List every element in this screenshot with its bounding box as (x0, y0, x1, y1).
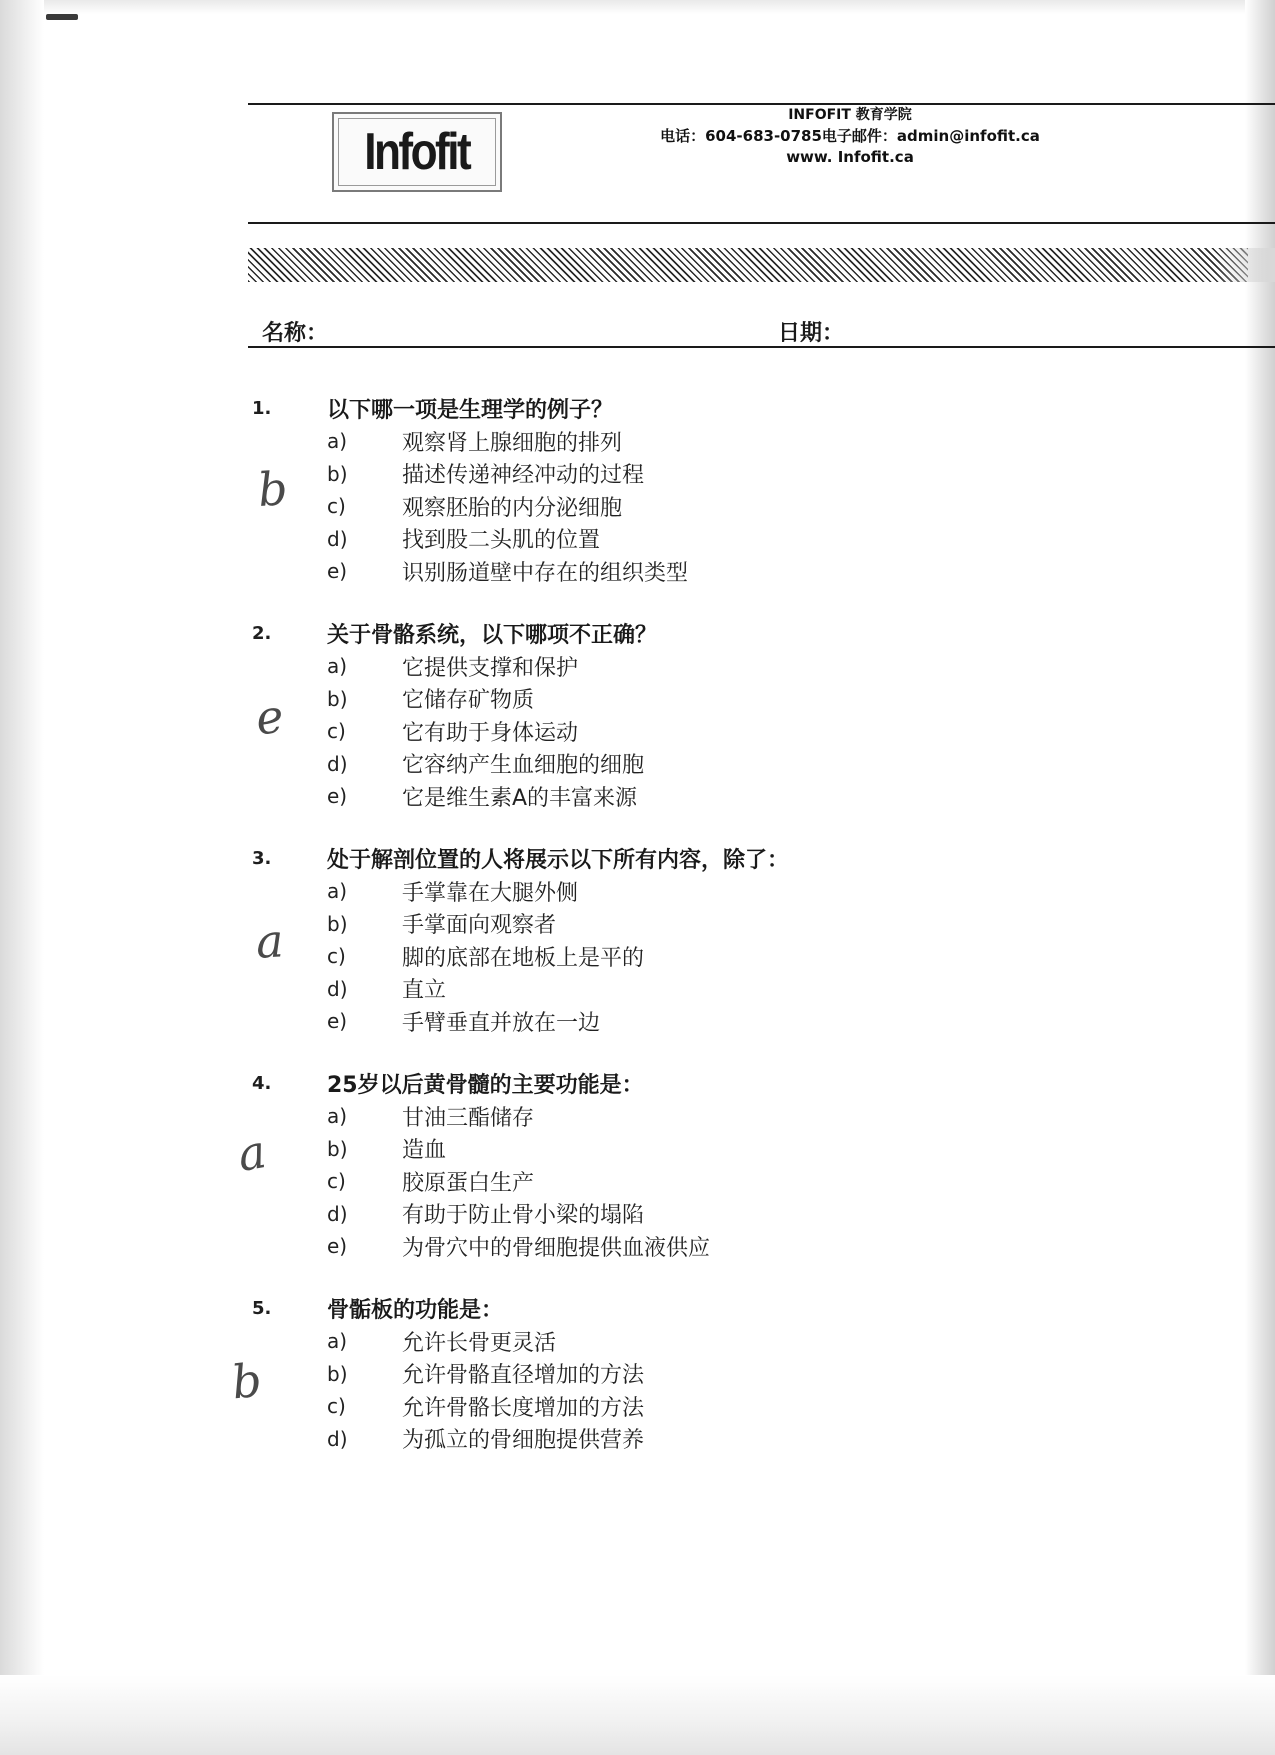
option-letter: c) (327, 494, 346, 519)
option-text: 找到股二头肌的位置 (402, 528, 601, 554)
option-letter: c) (327, 719, 346, 744)
option-letter: d) (327, 1201, 348, 1226)
option-text: 手掌面向观察者 (402, 913, 557, 939)
option-text: 它容纳产生血细胞的细胞 (402, 753, 645, 779)
option-text: 它有助于身体运动 (402, 720, 579, 746)
option-letter: a) (327, 879, 348, 904)
option-letter: d) (327, 751, 348, 776)
answer-option (252, 1165, 1152, 1198)
question-header (252, 391, 1152, 425)
option-letter: a) (327, 654, 348, 679)
option-text: 有助于防止骨小梁的塌陷 (402, 1203, 645, 1229)
answer-option (252, 490, 1152, 523)
option-letter: a) (327, 429, 348, 454)
question-header (252, 1066, 1152, 1100)
option-text: 甘油三酯储存 (402, 1105, 535, 1131)
answer-option (252, 683, 1152, 716)
question-text: 处于解剖位置的人将展示以下所有内容，除了： (327, 847, 790, 873)
answer-option (252, 555, 1152, 588)
option-letter: b) (327, 1136, 348, 1161)
option-letter: d) (327, 526, 348, 551)
handwritten-answer: a (233, 1124, 270, 1182)
question-5 (252, 1291, 1152, 1455)
question-header (252, 841, 1152, 875)
question-header (252, 616, 1152, 650)
answer-option (252, 875, 1152, 908)
option-text: 观察胚胎的内分泌细胞 (402, 495, 623, 521)
answer-option (252, 973, 1152, 1006)
option-letter: a) (327, 1329, 348, 1354)
question-number: 1. (252, 397, 272, 419)
contact-line: 电话：604-683-0785电子邮件：admin@infofit.ca (660, 127, 1040, 145)
option-letter: b) (327, 911, 348, 936)
scan-shadow-top (0, 0, 1275, 14)
answer-option (252, 1390, 1152, 1423)
website: www. Infofit.ca (786, 148, 914, 166)
logo-text: Infofit (364, 123, 470, 181)
question-2 (252, 616, 1152, 813)
answer-option (252, 1423, 1152, 1456)
scan-mark (46, 14, 78, 20)
option-text: 为孤立的骨细胞提供营养 (402, 1428, 645, 1454)
option-letter: e) (327, 1234, 348, 1259)
hatched-band-fade (1215, 248, 1275, 282)
answer-option (252, 908, 1152, 941)
option-text: 允许骨骼直径增加的方法 (402, 1363, 645, 1389)
scan-shadow-left (0, 0, 44, 1755)
option-letter: e) (327, 559, 348, 584)
option-letter: c) (327, 1169, 346, 1194)
question-number: 4. (252, 1072, 272, 1094)
option-text: 它提供支撑和保护 (402, 655, 579, 681)
question-number: 5. (252, 1297, 272, 1319)
answer-option (252, 1133, 1152, 1166)
question-number: 2. (252, 622, 272, 644)
option-letter: b) (327, 461, 348, 486)
option-text: 允许骨骼长度增加的方法 (402, 1395, 645, 1421)
answer-option (252, 1230, 1152, 1263)
option-letter: c) (327, 944, 346, 969)
date-label: 日期： (778, 321, 845, 346)
question-text: 骨骺板的功能是： (327, 1297, 504, 1323)
infofit-logo (332, 112, 502, 192)
question-text: 25岁以后黄骨髓的主要功能是： (327, 1072, 644, 1098)
question-number: 3. (252, 847, 272, 869)
answer-option (252, 458, 1152, 491)
handwritten-answer: b (229, 1352, 265, 1410)
option-letter: a) (327, 1104, 348, 1129)
answer-option (252, 1005, 1152, 1038)
option-letter: d) (327, 976, 348, 1001)
answer-option (252, 1325, 1152, 1358)
option-text: 手臂垂直并放在一边 (402, 1010, 601, 1036)
option-letter: e) (327, 784, 348, 809)
answer-option (252, 1358, 1152, 1391)
option-text: 它是维生素A的丰富来源 (402, 785, 638, 811)
question-header (252, 1291, 1152, 1325)
question-4 (252, 1066, 1152, 1263)
option-text: 它储存矿物质 (402, 688, 535, 714)
answer-option (252, 715, 1152, 748)
option-text: 造血 (402, 1138, 447, 1164)
option-letter: b) (327, 686, 348, 711)
option-text: 为骨穴中的骨细胞提供血液供应 (402, 1235, 711, 1261)
option-letter: e) (327, 1009, 348, 1034)
option-letter: d) (327, 1426, 348, 1451)
option-text: 直立 (402, 978, 447, 1004)
answer-option (252, 425, 1152, 458)
question-1 (252, 391, 1152, 588)
handwritten-answer: b (256, 461, 290, 517)
org-name: INFOFIT 教育学院 (788, 107, 912, 123)
option-text: 脚的底部在地板上是平的 (402, 945, 645, 971)
scan-shadow-bottom (0, 1675, 1275, 1755)
header-bottom-rule (248, 222, 1275, 224)
question-text: 以下哪一项是生理学的例子？ (327, 397, 614, 423)
option-letter: b) (327, 1361, 348, 1386)
answer-option (252, 1198, 1152, 1231)
answer-option (252, 1100, 1152, 1133)
handwritten-answer: e (253, 688, 286, 746)
contact-block (630, 105, 1070, 168)
option-text: 识别肠道壁中存在的组织类型 (402, 560, 689, 586)
fields-underline (248, 346, 1275, 348)
option-text: 描述传递神经冲动的过程 (402, 463, 645, 489)
option-letter: c) (327, 1394, 346, 1419)
option-text: 观察肾上腺细胞的排列 (402, 430, 623, 456)
answer-option (252, 650, 1152, 683)
option-text: 手掌靠在大腿外侧 (402, 880, 579, 906)
option-text: 胶原蛋白生产 (402, 1170, 535, 1196)
option-text: 允许长骨更灵活 (402, 1330, 557, 1356)
question-3 (252, 841, 1152, 1038)
hatched-band (248, 248, 1248, 282)
answer-option (252, 780, 1152, 813)
question-text: 关于骨骼系统，以下哪项不正确？ (327, 622, 658, 648)
answer-option (252, 940, 1152, 973)
answer-option (252, 523, 1152, 556)
answer-option (252, 748, 1152, 781)
name-label: 名称： (262, 321, 329, 346)
handwritten-answer: a (254, 913, 285, 969)
